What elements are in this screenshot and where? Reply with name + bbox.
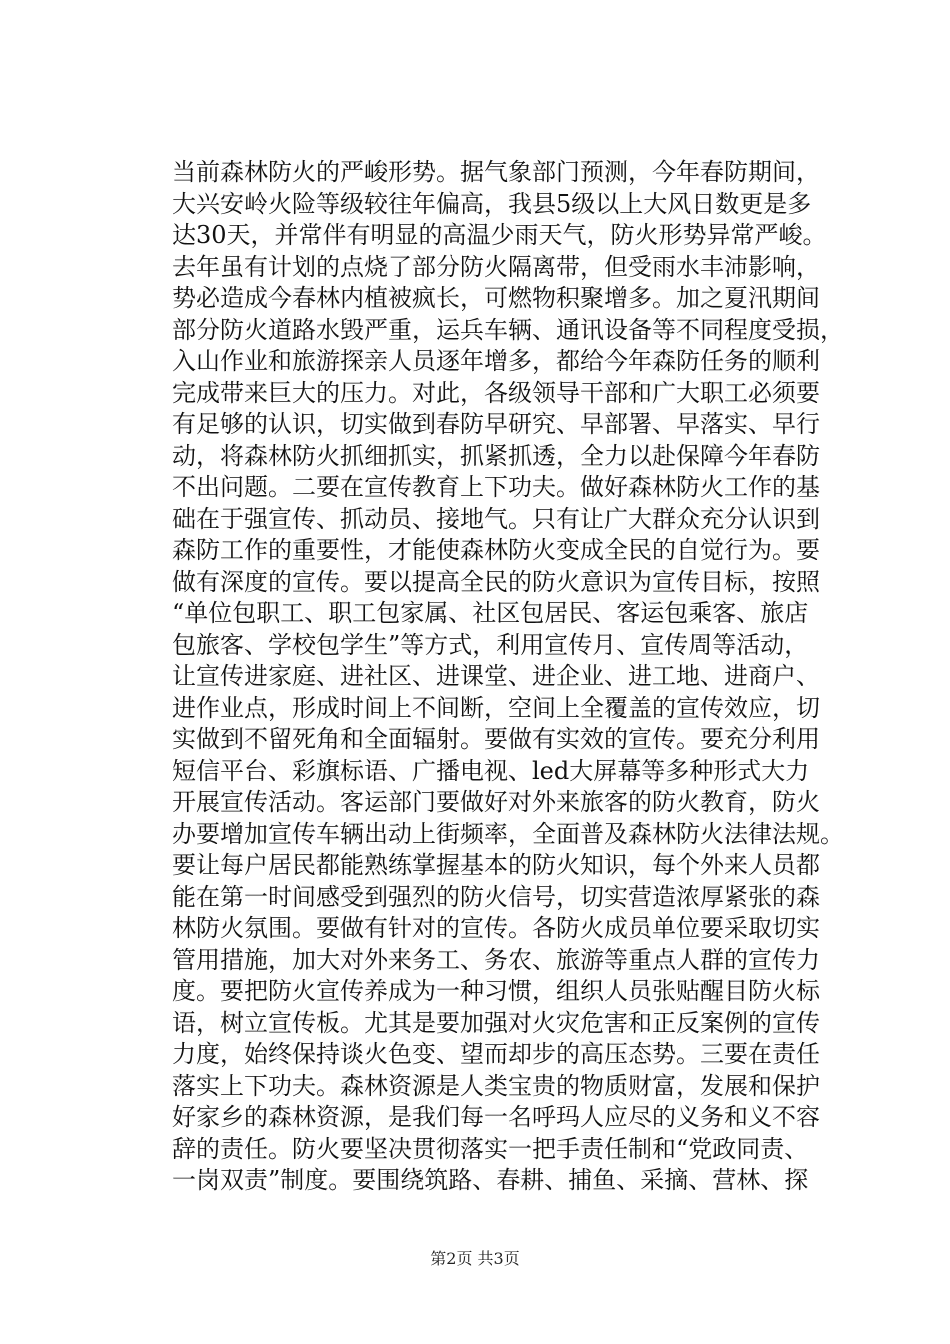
text-line: 辞的责任。防火要坚决贯彻落实一把手责任制和“党政同责、 <box>172 1134 809 1163</box>
text-line: 去年虽有计划的点烧了部分防火隔离带，但受雨水丰沛影响， <box>172 252 820 281</box>
text-line: 让宣传进家庭、进社区、进课堂、进企业、进工地、进商户、 <box>172 662 820 690</box>
text-line: 做有深度的宣传。要以提高全民的防火意识为宣传目标，按照 <box>172 567 820 596</box>
text-line: 完成带来巨大的压力。对此，各级领导干部和广大职工必须要 <box>172 378 820 407</box>
text-line: 部分防火道路水毁严重，运兵车辆、通讯设备等不同程度受损， <box>172 315 844 344</box>
text-line: 达30天，并常伴有明显的高温少雨天气，防火形势异常严峻。 <box>172 221 827 249</box>
text-line: 大兴安岭火险等级较往年偏高，我县5级以上大风日数更是多 <box>172 189 812 218</box>
text-line: 一岗双责”制度。要围绕筑路、春耕、捕鱼、采摘、营林、探 <box>172 1166 809 1194</box>
text-line: 进作业点，形成时间上不间断，空间上全覆盖的宣传效应，切 <box>172 693 820 722</box>
text-line: 短信平台、彩旗标语、广播电视、led大屏幕等多种形式大力 <box>172 756 810 785</box>
text-line: 管用措施，加大对外来务工、务农、旅游等重点人群的宣传力 <box>172 945 820 974</box>
text-line: 落实上下功夫。森林资源是人类宝贵的物质财富，发展和保护 <box>172 1071 820 1100</box>
text-line: 入山作业和旅游探亲人员逐年增多，都给今年森防任务的顺利 <box>172 347 820 375</box>
text-line: “单位包职工、职工包家属、社区包居民、客运包乘客、旅店 <box>172 599 809 627</box>
text-line: 好家乡的森林资源，是我们每一名呼玛人应尽的义务和义不容 <box>172 1103 820 1131</box>
text-line: 办要增加宣传车辆出动上街频率，全面普及森林防火法律法规。 <box>172 819 844 848</box>
text-line: 不出问题。二要在宣传教育上下功夫。做好森林防火工作的基 <box>172 473 820 501</box>
text-line: 动，将森林防火抓细抓实，抓紧抓透，全力以赴保障今年春防 <box>172 441 820 470</box>
text-line: 能在第一时间感受到强烈的防火信号，切实营造浓厚紧张的森 <box>172 882 820 911</box>
text-line: 森防工作的重要性，才能使森林防火变成全民的自觉行为。要 <box>172 536 820 564</box>
text-line: 要让每户居民都能熟练掌握基本的防火知识，每个外来人员都 <box>172 851 820 879</box>
text-line: 实做到不留死角和全面辐射。要做有实效的宣传。要充分利用 <box>172 725 820 753</box>
text-line: 开展宣传活动。客运部门要做好对外来旅客的防火教育，防火 <box>172 788 820 816</box>
text-line: 包旅客、学校包学生”等方式，利用宣传月、宣传周等活动， <box>172 630 809 659</box>
text-line: 林防火氛围。要做有针对的宣传。各防火成员单位要采取切实 <box>172 914 820 942</box>
text-line: 势必造成今春林内植被疯长，可燃物积聚增多。加之夏汛期间 <box>172 284 820 312</box>
text-line: 度。要把防火宣传养成为一种习惯，组织人员张贴醒目防火标 <box>172 977 820 1005</box>
body-text <box>172 157 852 1197</box>
text-line: 语，树立宣传板。尤其是要加强对火灾危害和正反案例的宣传 <box>172 1008 820 1037</box>
text-line: 有足够的认识，切实做到春防早研究、早部署、早落实、早行 <box>172 410 820 438</box>
page-footer: 第2页 共3页 <box>430 1249 520 1268</box>
text-line: 当前森林防火的严峻形势。据气象部门预测，今年春防期间， <box>172 158 820 186</box>
text-line: 础在于强宣传、抓动员、接地气。只有让广大群众充分认识到 <box>172 504 820 533</box>
text-line: 力度，始终保持谈火色变、望而却步的高压态势。三要在责任 <box>172 1040 820 1068</box>
